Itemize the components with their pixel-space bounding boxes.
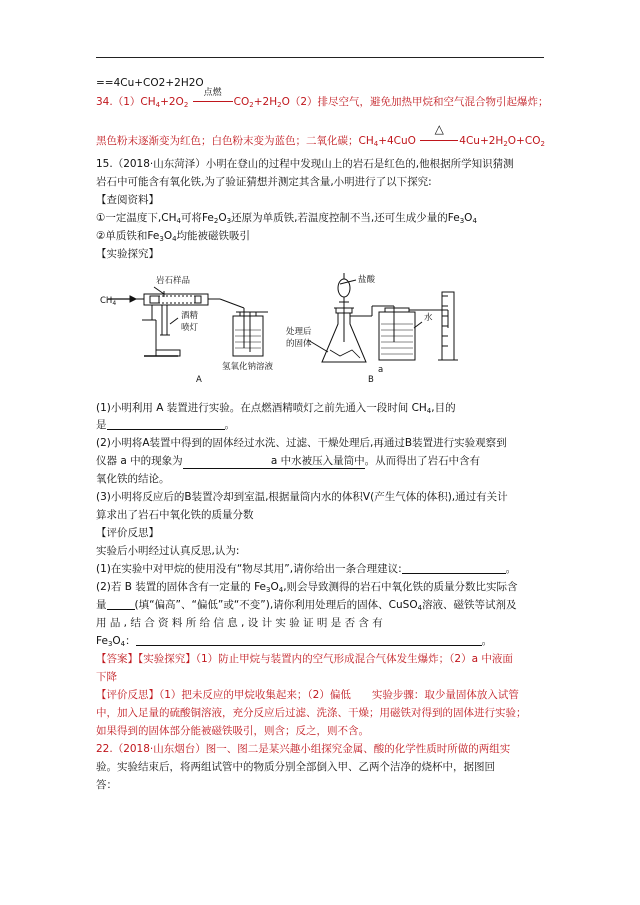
info-1: ①一定温度下$,CH_4$可将$Fe_2O_3$还原为单质铁,若温度控制不当,还可生成少量的$Fe_3O_4$ [96, 212, 477, 225]
eval-1: (1)在实验中对甲烷的使用没有“物尽其用”,请你给出一条合理建议: 。 [96, 563, 517, 575]
q34-answer-line1: $34.(1)CH_4+2O_2$ 点燃 $CO_2+2H_2O(2)$排尽空气，避免加热甲烷和空气混合物引起爆炸； [96, 88, 549, 109]
eval-intro: 实验后小明经过认真反思,认为: [96, 545, 240, 557]
info-2: ②单质铁和$Fe_3O_4$均能被磁铁吸引 [96, 230, 251, 243]
eval-4: 用 品 , 结 合 资 料 所 给 信 息 , 设 计 实 验 证 明 是 否 含 有 [96, 617, 383, 629]
label-lamp-2: 喷灯 [181, 323, 199, 333]
q15-intro-2: 岩石中可能含有氧化铁,为了验证猜想并测定其含量,小明进行了以下探究: [96, 176, 432, 188]
q15-2-fill: a 中水被压入量筒中 [183, 454, 365, 469]
q15-2b: 仪器 a 中的现象为 a 中水被压入量筒中。从而得出了岩石中含有 [96, 455, 481, 467]
label-water: 水 [424, 313, 433, 323]
answer-1: 【答案】【实验探究】（1）防止甲烷与装置内的空气形成混合气体发生爆炸；（2）a 中液面 [96, 653, 513, 665]
eval-2: (2)若 B 装置的固体含有一定量的 $Fe_3O_4$,则会导致测得的岩石中氧化铁的质量分数比实际含 [96, 581, 518, 594]
label-vessel-a: a [378, 365, 384, 375]
apparatus-diagram [96, 272, 516, 390]
answer-5: 如果得到的固体部分能被磁铁吸引，则含；反之，则不含。 [96, 725, 369, 737]
section-exp-heading: 【实验探究】 [96, 248, 159, 260]
label-hcl: 盐酸 [358, 275, 376, 285]
section-info-heading: 【查阅资料】 [96, 194, 159, 206]
equation-line: ==4Cu+CO2+2H2O [96, 77, 204, 89]
q22-line-2: 验。实验结束后，将两组试管中的物质分别全部倒入甲、乙两个洁净的烧杯中，据图回 [96, 761, 495, 773]
header-rule [96, 57, 544, 58]
q15-1-blank: 是 。 [96, 419, 235, 431]
label-solid-2: 的固体 [286, 339, 312, 349]
q15-2d: 氧化铁的结论。 [96, 473, 170, 485]
apparatus-b [308, 273, 458, 362]
answer-4: 中，加入足量的硫酸铜溶液，充分反应后过滤、洗涤、干燥；用磁铁对得到的固体进行实验； [96, 707, 527, 719]
answer-3: 【评价反思】（1）把未反应的甲烷收集起来；（2）偏低 实验步骤：取少量固体放入试管 [96, 689, 519, 701]
apparatus-a [108, 287, 268, 356]
q15-intro-1: 15.（2018·山东菏泽）小明在登山的过程中发现山上的岩石是红色的,他根据所学知识猜测 [96, 158, 514, 170]
eval-5: $Fe_3O_4$： 。 [96, 635, 493, 648]
heat-symbol: △ [434, 122, 444, 136]
label-ch4: $CH_4$ [100, 296, 117, 307]
label-b: B [368, 375, 374, 385]
label-a: A [196, 375, 202, 385]
label-lamp-1: 酒精 [181, 311, 199, 321]
label-rock-sample: 岩石样品 [156, 276, 191, 286]
condition-label: 点燃 [203, 88, 222, 98]
q15-2: (2)小明将A装置中得到的固体经过水洗、过滤、干燥处理后,再通过B装置进行实验观察到 [96, 437, 507, 449]
eval-3: 量 (填“偏高”、“偏低”或“不变”),请你利用处理后的固体、CuSO$_4$溶液、磁铁等试剂及 [96, 599, 517, 612]
q15-3: (3)小明将反应后的B装置冷却到室温,根据量筒内水的体积V(产生气体的体积),通过有关计 [96, 491, 508, 503]
answer-2: 下降 [96, 671, 117, 683]
label-naoh: 氢氧化钠溶液 [222, 362, 274, 372]
q34-answer-line2: 黑色粉末逐渐变为红色；白色粉末变为蓝色；二氧化碳；$CH_4+4CuO$ △ $4Cu+2H_2O+CO_2$ [96, 122, 545, 148]
q15-3b: 算求出了岩石中氧化铁的质量分数 [96, 509, 254, 521]
q15-1: (1)小明利用 A 装置进行实验。在点燃酒精喷灯之前先通入一段时间 $CH_4$,目的 [96, 402, 456, 415]
label-solid-1: 处理后 [286, 327, 312, 337]
q22-line-1: 22.（2018·山东烟台）图一、图二是某兴趣小组探究金属、酸的化学性质时所做的两组实 [96, 743, 511, 755]
section-eval-heading: 【评价反思】 [96, 527, 159, 539]
q22-line-3: 答： [96, 779, 117, 791]
